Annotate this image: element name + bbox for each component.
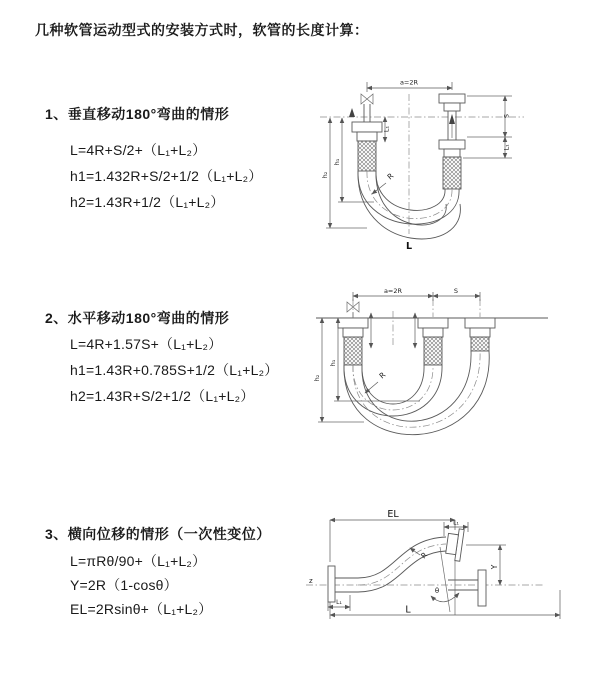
dimension-l — [330, 590, 560, 619]
diagram-horizontal-180-bend — [308, 283, 593, 463]
section2-heading: 2、水平移动180°弯曲的情形 — [45, 310, 230, 326]
dimension-a2r — [367, 79, 452, 93]
radius-callout — [372, 171, 395, 194]
section1-formula-h2: h2=1.43R+1/2（L₁+L₂） — [70, 194, 225, 210]
label-h2: h₂ — [313, 374, 321, 382]
left-hose-fitting — [338, 318, 368, 365]
right-hose-fitting — [465, 318, 495, 351]
section1-heading: 1、垂直移动180°弯曲的情形 — [45, 106, 230, 122]
movement-arrow-up-right — [449, 114, 455, 124]
section1-formula-L: L=4R+S/2+（L₁+L₂） — [70, 142, 207, 158]
section1-formula-h1: h1=1.432R+S/2+1/2（L₁+L₂） — [70, 168, 263, 184]
label-s: S — [453, 287, 459, 295]
hose-s-curve — [358, 537, 446, 592]
right-hose-fitting — [439, 94, 465, 189]
page-title: 几种软管运动型式的安装方式时，软管的长度计算： — [35, 22, 369, 38]
label-r: R — [377, 370, 388, 381]
movement-arrow-up-left — [349, 108, 355, 117]
section2-formula-h1: h1=1.43R+0.785S+1/2（L₁+L₂） — [70, 362, 279, 378]
diagram-vertical-180-bend — [312, 72, 592, 257]
label-r: R — [419, 550, 430, 561]
valve-icon — [361, 94, 373, 122]
label-h1: h₁ — [329, 359, 337, 367]
label-r: R — [385, 171, 396, 182]
lower-pipe — [448, 570, 486, 606]
section3-formula-EL: EL=2Rsinθ+（L₁+L₂） — [70, 601, 213, 617]
left-hose-fitting — [349, 108, 382, 171]
dimension-l1-left — [383, 117, 391, 142]
label-l1-bottom: L₁ — [336, 599, 342, 606]
section2-formula-h2: h2=1.43R+S/2+1/2（L₁+L₂） — [70, 388, 255, 404]
label-s: S — [502, 113, 511, 119]
label-l: L — [405, 241, 413, 252]
label-l1-top: L₁ — [453, 519, 459, 527]
label-a2r: a=2R — [399, 78, 419, 87]
label-theta: θ — [434, 587, 440, 595]
label-y: Y — [490, 564, 499, 570]
label-a2r: a=2R — [383, 287, 403, 295]
label-l1-left: L₁ — [382, 125, 391, 133]
dimension-a2r — [353, 287, 480, 301]
label-l: L — [405, 604, 411, 616]
label-h2: h₂ — [321, 171, 329, 179]
label-l1-right: L₁ — [502, 144, 511, 151]
section2-formula-L: L=4R+1.57S+（L₁+L₂） — [70, 336, 223, 352]
angle-theta — [431, 547, 459, 615]
section3-heading: 3、横向位移的情形（一次性变位） — [45, 526, 271, 542]
section3-formula-L: L=πRθ/90+（L₁+L₂） — [70, 553, 207, 569]
upper-flange — [445, 527, 464, 561]
radius-callout — [365, 370, 387, 393]
dimension-s-right — [463, 96, 512, 158]
label-el: EL — [387, 509, 399, 520]
label-z-datum: z — [309, 577, 313, 585]
middle-hose-fitting — [418, 318, 448, 365]
dimension-l1-top — [444, 520, 468, 537]
section3-formula-Y: Y=2R（1-cosθ） — [70, 577, 178, 593]
hose-arcs — [344, 351, 489, 435]
label-h1: h₁ — [333, 158, 341, 166]
left-flange — [328, 566, 358, 602]
dimension-el — [330, 509, 455, 562]
diagram-lateral-displacement — [298, 502, 598, 647]
